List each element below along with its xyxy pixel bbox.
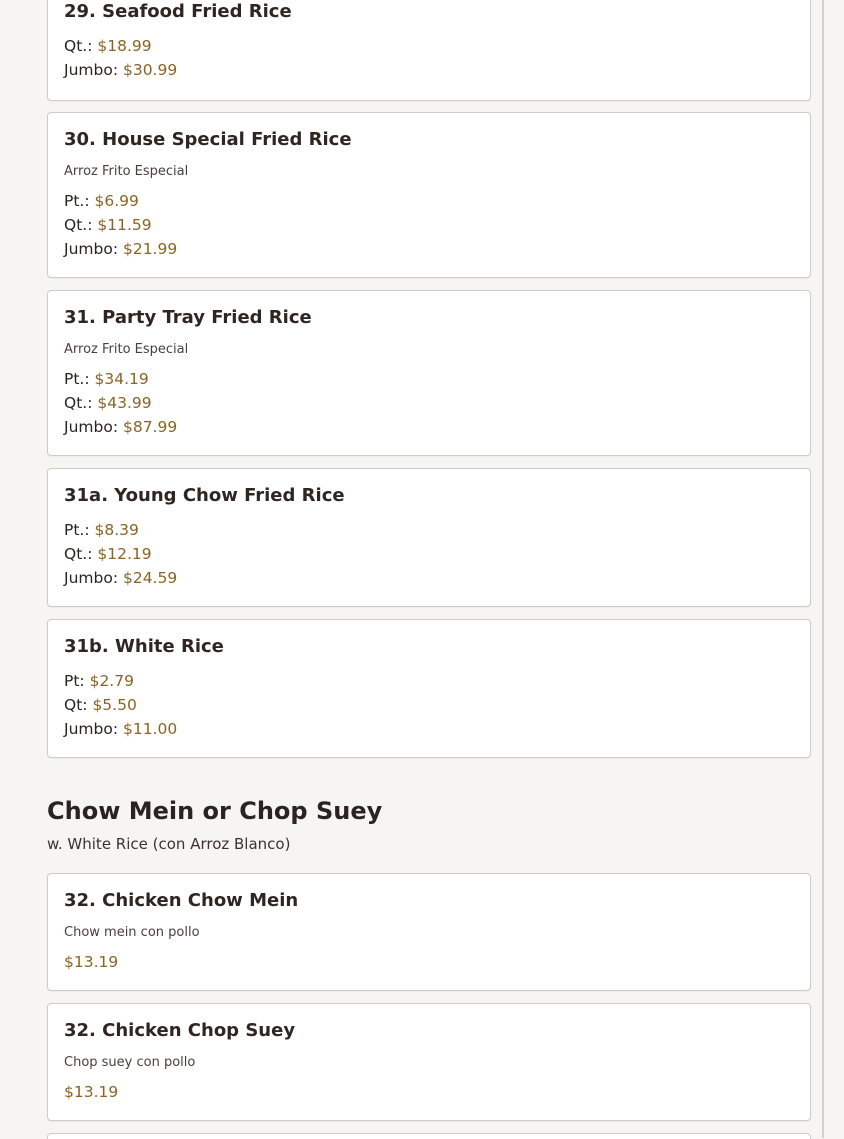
menu-item-card[interactable] [47, 112, 811, 278]
price-value: $2.79 [89, 672, 134, 690]
price-value: $12.19 [97, 545, 152, 563]
price-value: $87.99 [122, 418, 178, 436]
price-line-pt: Pt.: $6.99 [64, 192, 139, 210]
price-line-jumbo: Jumbo: $11.00 [64, 720, 178, 738]
price-line-qt: Qt.: $11.59 [64, 216, 152, 234]
price-value: $5.50 [92, 696, 137, 714]
price-value: $6.99 [94, 192, 139, 210]
menu-item-title: 31a. Young Chow Fried Rice [64, 485, 345, 506]
price-line [64, 953, 118, 971]
price-line-qt: Qt.: $43.99 [64, 394, 152, 412]
menu-item-title: 32. Chicken Chow Mein [64, 890, 299, 911]
price-line-qt: Qt.: $12.19 [64, 545, 152, 563]
menu-item-card[interactable] [47, 0, 811, 101]
price-value: $11.00 [122, 720, 178, 738]
price-value: $24.59 [122, 569, 178, 587]
menu-item-card[interactable] [47, 619, 811, 758]
section-subtitle: w. White Rice (con Arroz Blanco) [47, 835, 291, 853]
menu-item-title: 30. House Special Fried Rice [64, 129, 352, 150]
price-line-pt: Pt.: $34.19 [64, 370, 149, 388]
price-value: $21.99 [122, 240, 178, 258]
menu-item-subtitle: Chop suey con pollo [64, 1055, 196, 1070]
price-line-pt: Pt: $2.79 [64, 672, 134, 690]
price-line [64, 1083, 118, 1101]
menu-item-subtitle: Chow mein con pollo [64, 925, 200, 940]
price-value: $43.99 [97, 394, 152, 412]
page-right-border [822, 0, 824, 1138]
menu-item-title: 32. Chicken Chop Suey [64, 1020, 296, 1041]
price-value: $30.99 [122, 61, 178, 79]
price-line-qt: Qt: $5.50 [64, 696, 137, 714]
price-value: $13.19 [64, 1083, 119, 1101]
menu-item-subtitle: Arroz Frito Especial [64, 342, 189, 357]
price-line-jumbo: Jumbo: $30.99 [64, 61, 178, 79]
menu-item-card[interactable] [47, 290, 811, 456]
price-line-jumbo: Jumbo: $87.99 [64, 418, 178, 436]
price-value: $34.19 [94, 370, 149, 388]
menu-item-title: 31. Party Tray Fried Rice [64, 307, 312, 328]
price-value: $11.59 [97, 216, 152, 234]
price-line-jumbo: Jumbo: $21.99 [64, 240, 178, 258]
price-line-pt: Pt.: $8.39 [64, 521, 139, 539]
price-line-jumbo: Jumbo: $24.59 [64, 569, 178, 587]
price-value: $8.39 [94, 521, 139, 539]
menu-item-title: 31b. White Rice [64, 636, 224, 657]
menu-item-title: 29. Seafood Fried Rice [64, 1, 292, 22]
menu-item-subtitle: Arroz Frito Especial [64, 164, 189, 179]
menu-item-card[interactable] [47, 468, 811, 607]
price-line-qt: Qt.: $18.99 [64, 37, 152, 55]
price-value: $18.99 [97, 37, 152, 55]
menu-item-card[interactable] [47, 873, 811, 991]
menu-item-card[interactable] [47, 1003, 811, 1121]
price-value: $13.19 [64, 953, 119, 971]
section-title: Chow Mein or Chop Suey [47, 797, 383, 825]
menu-item-card[interactable] [47, 1133, 811, 1139]
